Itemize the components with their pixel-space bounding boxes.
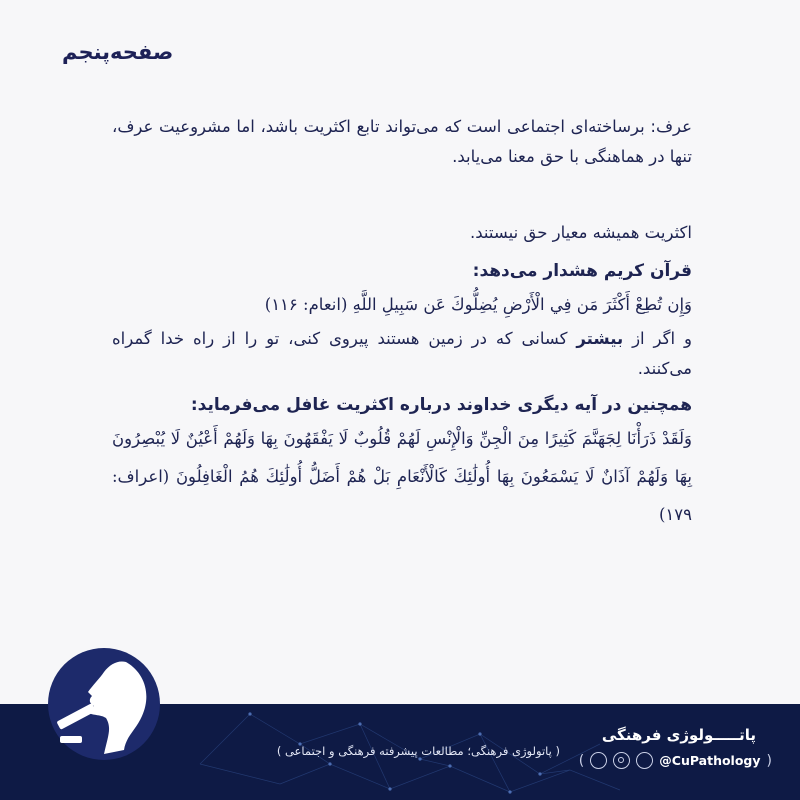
bracket-open: ( — [578, 752, 585, 769]
brand-name: پاتـــــولوژی فرهنگی — [601, 726, 756, 744]
tagline: ( پاتولوژی فرهنگی؛ مطالعات پیشرفته فرهنگی و اجتماعی ) — [276, 744, 560, 758]
social-handle-row — [579, 752, 772, 769]
heading-quran-warns: قرآن کریم هشدار می‌دهد: — [472, 261, 692, 281]
eitaa-icon[interactable] — [636, 752, 653, 769]
verse-araf: وَلَقَدْ ذَرَأْنَا لِجَهَنَّمَ كَثِيرًا مِنَ الْجِنِّ وَالْإِنْسِ لَهُمْ قُلُوبٌ لَا يَفْقَهُونَ بِهَا وَلَهُمْ أَعْيُنٌ لَا يُبْصِرُونَ بِهَا وَلَهُمْ آذَانٌ لَا يَسْمَعُونَ بِهَا أُولَٰئِكَ كَالْأَنْعَامِ بَلْ هُمْ أَضَلُّ أُولَٰئِكَ هُمُ الْغَافِلُونَ (اعراف: ۱۷۹) — [112, 429, 692, 524]
translation-part: و اگر از — [623, 329, 692, 348]
telegram-icon[interactable] — [590, 752, 607, 769]
instagram-icon[interactable] — [613, 752, 630, 769]
verse-anam: وَإِن تُطِعْ أَكْثَرَ مَن فِي الْأَرْضِ يُضِلُّوكَ عَن سَبِيلِ اللَّهِ (انعام: ۱۱۶) — [264, 295, 692, 314]
social-handle[interactable]: @CuPathology — [659, 753, 761, 768]
translation-anam — [112, 324, 692, 384]
translation-part: کسانی که در زمین هستند پیروی کنی، تو را از راه خدا گمراه می‌کنند. — [112, 329, 692, 378]
translation-bold: بیشتر — [576, 329, 624, 348]
cultural-pathology-logo — [34, 632, 164, 772]
article-body — [112, 112, 692, 534]
paragraph-majority: اکثریت همیشه معیار حق نیستند. — [470, 223, 692, 242]
paragraph-urf: عرف: برساخته‌ای اجتماعی است که می‌تواند تابع اکثریت باشد، اما مشروعیت عرف، تنها در هماهنگی با حق معنا می‌یابد. — [112, 117, 692, 166]
page-title: صفحه‌پنجم — [62, 40, 174, 64]
heading-another-verse: همچنین در آیه دیگری خداوند درباره اکثریت غافل می‌فرماید: — [190, 395, 692, 415]
bracket-close: ) — [766, 752, 772, 769]
